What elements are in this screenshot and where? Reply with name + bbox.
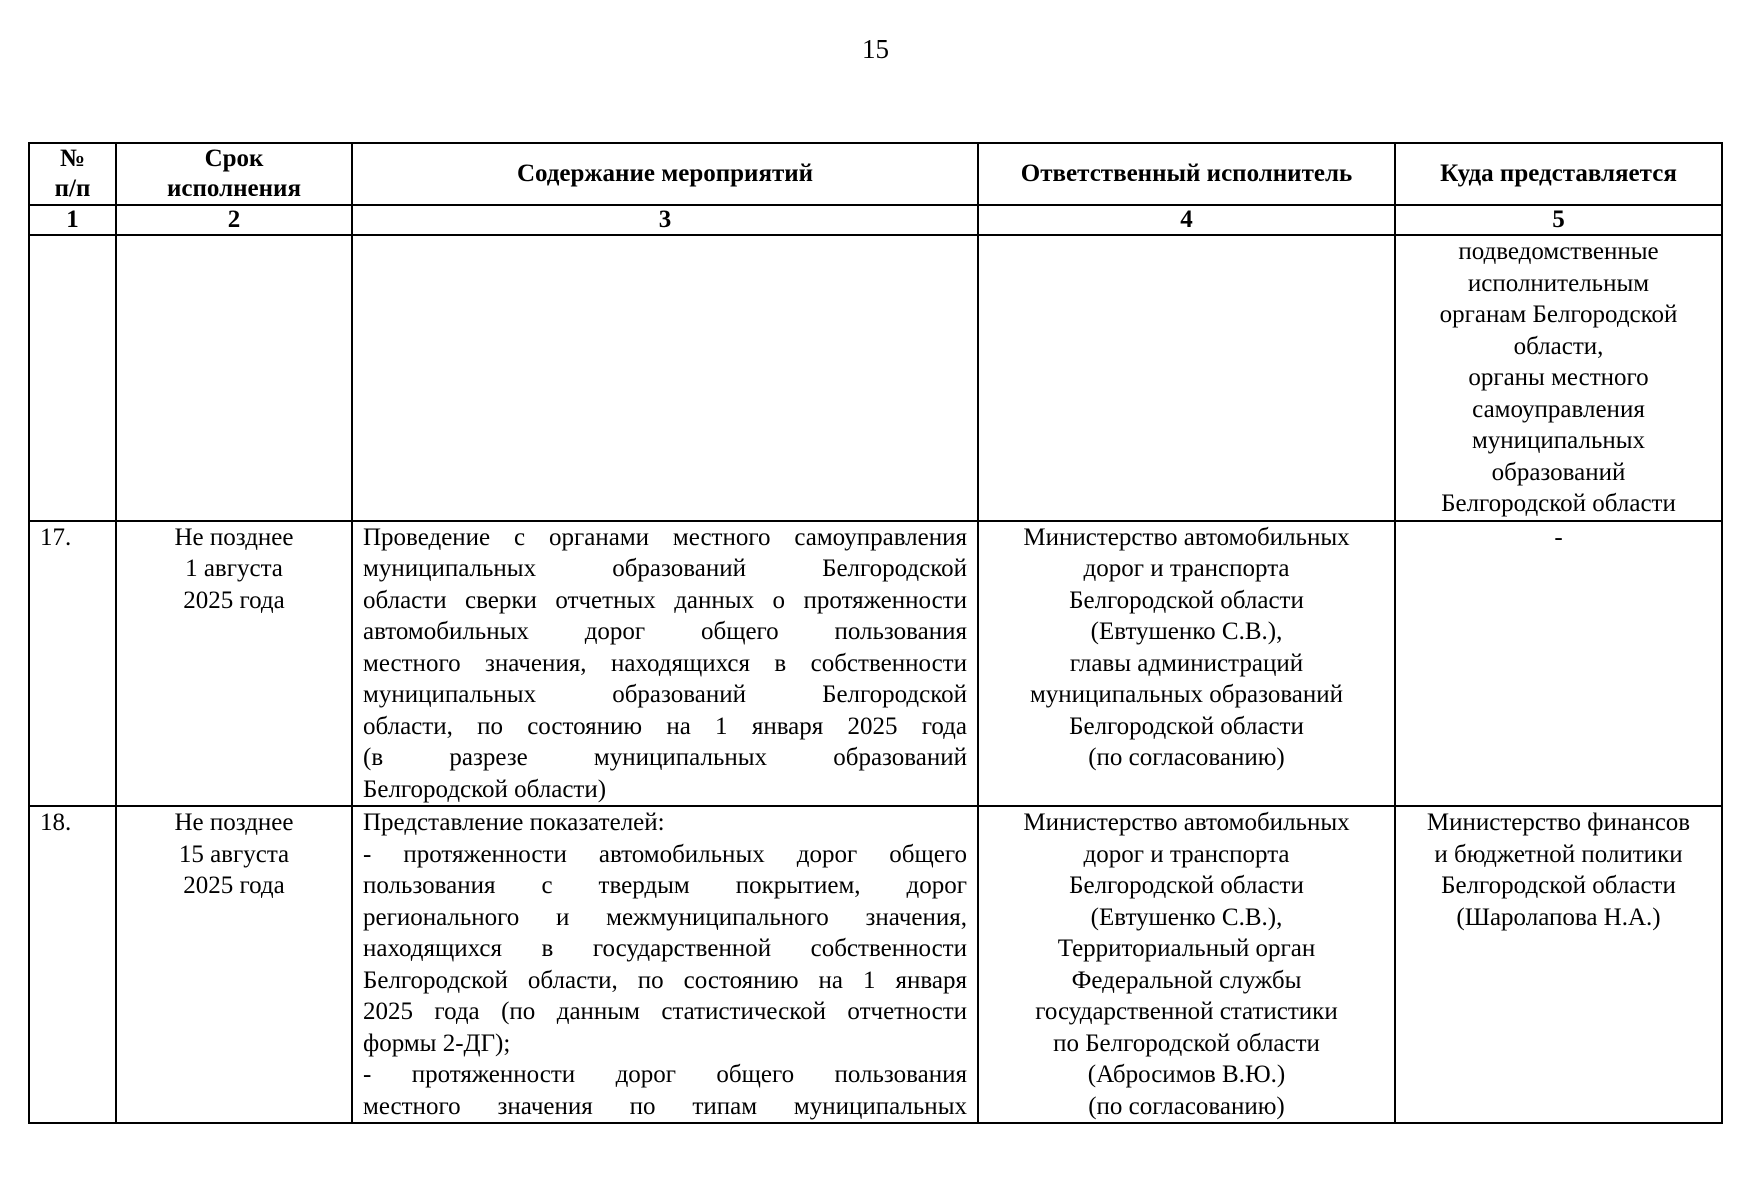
recipient-cell (1395, 521, 1722, 807)
column-number: 4 (978, 205, 1395, 235)
content-line: области, по состоянию на 1 января 2025 года (363, 712, 967, 740)
content-line: Проведение с органами местного самоуправления (363, 523, 967, 551)
responsible-line: Белгородской области (1069, 712, 1304, 740)
content-line: - протяженности дорог общего пользования (363, 1061, 967, 1088)
header-number-line-1: № (59, 145, 86, 172)
content-line: муниципальных образований Белгородской (363, 555, 967, 582)
recipient-line: (Шаролапова Н.А.) (1456, 903, 1661, 931)
content-line: находящихся в государственной собственности (363, 935, 967, 962)
header-responsible: Ответственный исполнитель (978, 143, 1395, 205)
content-line: местного значения по типам муниципальных (363, 1092, 967, 1120)
content-line: местного значения, находящихся в собственности (363, 649, 967, 677)
column-number: 1 (29, 205, 116, 235)
responsible-line: главы администраций (1069, 649, 1304, 677)
header-content: Содержание мероприятий (352, 143, 978, 205)
responsible-line: Министерство автомобильных (1023, 809, 1350, 836)
deadline-line: Не позднее (174, 523, 294, 551)
recipient-line: самоуправления (1472, 395, 1645, 423)
responsible-line: Министерство автомобильных (1023, 523, 1350, 551)
plan-table (28, 142, 1723, 1124)
deadline-line: Не позднее (174, 809, 294, 836)
column-number: 2 (116, 205, 352, 235)
table-row (29, 235, 1722, 521)
header-recipient: Куда представляется (1395, 143, 1722, 205)
content-line: (в разрезе муниципальных образований (363, 744, 967, 771)
column-number: 5 (1395, 205, 1722, 235)
content-line: пользования с твердым покрытием, дорог (363, 872, 967, 899)
responsible-line: Федеральной службы (1071, 966, 1302, 994)
header-number (29, 143, 116, 205)
deadline-cell (116, 806, 352, 1123)
content-cell (352, 521, 978, 807)
header-number-line-2: п/п (54, 175, 91, 202)
responsible-line: (по согласованию) (1088, 744, 1285, 771)
table-header-row (29, 143, 1722, 205)
recipient-line: Министерство финансов (1426, 809, 1691, 836)
deadline-line: 1 августа (185, 555, 283, 582)
content-line: формы 2-ДГ); (363, 1029, 511, 1057)
recipient-line: муниципальных (1471, 427, 1646, 454)
deadline-line: 2025 года (183, 872, 285, 899)
responsible-line: (Абросимов В.Ю.) (1087, 1061, 1286, 1088)
deadline-line: 2025 года (183, 586, 285, 614)
content-line: регионального и межмуниципального значения, (363, 903, 967, 931)
column-numbers-row (29, 205, 1722, 235)
responsible-line: (Евтушенко С.В.), (1090, 618, 1283, 645)
recipient-line: исполнительным (1467, 269, 1650, 297)
header-deadline-line-2: исполнения (167, 175, 301, 202)
content-line: - протяженности автомобильных дорог общего (363, 840, 967, 868)
responsible-line: дорог и транспорта (1083, 555, 1290, 582)
page-number: 15 (862, 34, 889, 64)
responsible-line: государственной статистики (1035, 998, 1338, 1025)
responsible-cell (978, 806, 1395, 1123)
content-line: Белгородской области, по состоянию на 1 января (363, 966, 967, 994)
responsible-line: Белгородской области (1069, 872, 1304, 899)
recipient-line: Белгородской области (1441, 490, 1676, 517)
row-number-cell: 17. (29, 521, 116, 807)
content-line: области сверки отчетных данных о протяженности (363, 586, 967, 614)
content-cell (352, 806, 978, 1123)
recipient-line: области, (1513, 332, 1604, 360)
responsible-cell (978, 235, 1395, 521)
recipient-line: подведомственные (1458, 238, 1659, 265)
content-line: автомобильных дорог общего пользования (363, 618, 967, 645)
responsible-line: (Евтушенко С.В.), (1090, 903, 1283, 931)
recipient-line: органы местного (1468, 364, 1649, 391)
content-line: Белгородской области) (363, 775, 607, 803)
row-number-cell (29, 235, 116, 521)
responsible-line: Территориальный орган (1057, 935, 1316, 962)
responsible-line: Белгородской области (1069, 586, 1304, 614)
table-row (29, 521, 1722, 807)
deadline-line: 15 августа (178, 840, 290, 868)
recipient-line: органам Белгородской (1439, 301, 1678, 328)
responsible-line: по Белгородской области (1053, 1029, 1320, 1057)
content-line: муниципальных образований Белгородской (363, 681, 967, 708)
recipient-line: образований (1491, 458, 1626, 486)
recipient-line: - (1554, 523, 1563, 551)
column-number: 3 (352, 205, 978, 235)
recipient-cell (1395, 235, 1722, 521)
deadline-cell (116, 235, 352, 521)
row-number-cell: 18. (29, 806, 116, 1123)
recipient-line: Белгородской области (1441, 872, 1676, 899)
responsible-line: муниципальных образований (1029, 681, 1344, 708)
recipient-cell (1395, 806, 1722, 1123)
responsible-cell (978, 521, 1395, 807)
header-deadline-line-1: Срок (204, 145, 264, 172)
content-cell (352, 235, 978, 521)
content-line: Представление показателей: (363, 809, 665, 836)
deadline-cell (116, 521, 352, 807)
responsible-line: дорог и транспорта (1083, 840, 1290, 868)
recipient-line: и бюджетной политики (1434, 840, 1683, 868)
header-deadline (116, 143, 352, 205)
table-row (29, 806, 1722, 1123)
responsible-line: (по согласованию) (1088, 1092, 1285, 1120)
content-line: 2025 года (по данным статистической отчетности (363, 998, 967, 1025)
